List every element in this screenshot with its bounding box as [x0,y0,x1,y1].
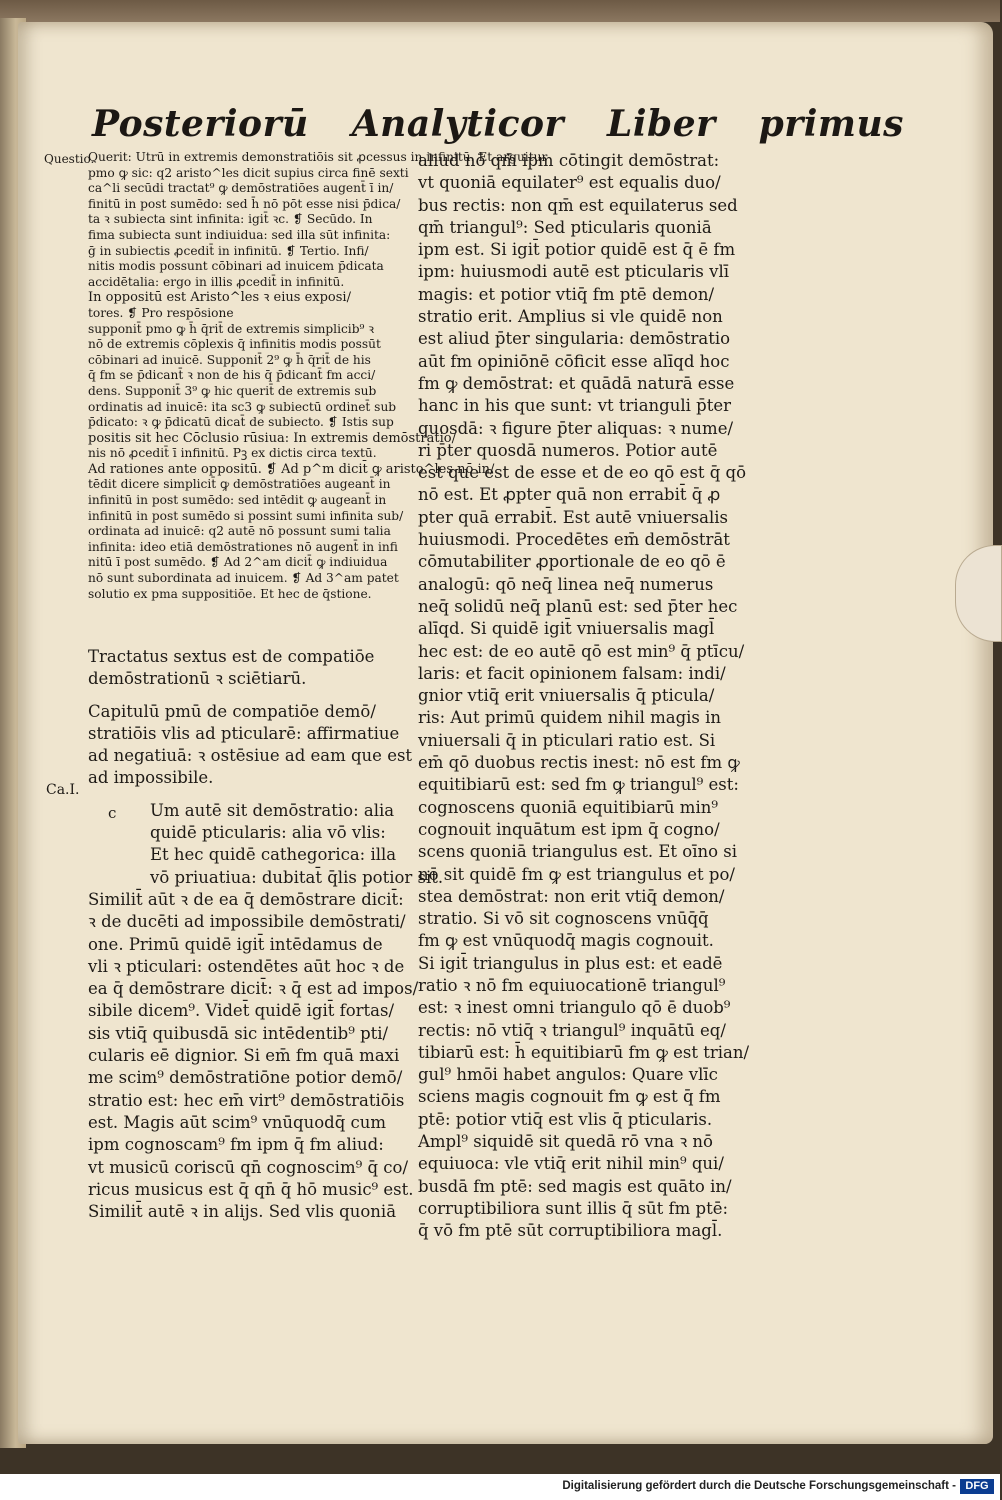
text-line: stea demōstrat: non erit vtiq̄ demon/ [418,886,725,906]
text-line: ad negatiuā: ꝛ ostēsiue ad eam que est [88,746,413,766]
text-line: Ampl⁹ siquidē sit quedā rō vna ꝛ nō [418,1132,713,1152]
text-line: scens quoniā triangulus est. Et oīno si [418,842,738,862]
text-column-right [418,150,750,1243]
text-line: tēdit dicere simplicit̄ ꝙ demōstratiōes augeant̄ in [88,477,391,492]
text-line: q̄ vō fm ptē sūt corruptibiliora magl̄. [418,1221,723,1241]
text-line: huiusmodi. Procedētes em̄ demōstrāt [418,530,730,550]
text-line: bus rectis: non qm̄ est equilaterus sed [418,195,738,215]
text-line: neq̄ solidū neq̄ planū est: sed p̄ter hec [418,596,738,616]
text-line: solutio ex pma suppositiōe. Et hec de q̄stione. [88,586,372,601]
text-column-left [88,646,444,1223]
text-line: infinitū in post sumēdo si possint sumi infinita sub/ [88,508,404,523]
text-line: busdā fm ptē: sed magis est quāto in/ [418,1176,732,1196]
text-line: Tractatus sextus est de compatiōe [88,647,375,666]
text-line: nis nō ꝓcedit̄ ī infinitū. Pꝫ ex dictis circa textū. [88,446,377,461]
text-line: aūt fm opiniōnē cōficit esse alīqd hoc [418,351,730,371]
text-line: cōbinari ad inuicē. Supponit̄ 2⁹ ꝙ h̄ q̄rit̄ de his [88,352,371,367]
text-line: quidē pticularis: alia vō vlis: [150,823,386,843]
text-line: hec est: de eo autē qō est min⁹ q̄ ptīcu/ [418,641,745,661]
text-line: cōmutabiliter ꝓportionale de eo qō ē [418,552,726,572]
text-line: aliud nō qm̄ ipm cōtingit demōstrat: [418,151,720,170]
footer-bar [0,1474,1000,1500]
text-line: In oppositū est Aristo^les ꝛ eius exposi/ [88,290,351,306]
text-line: hanc in his que sunt: vt trianguli p̄ter [418,396,731,416]
text-line: dens. Supponit̄ 3⁹ ꝙ hic querit̄ de extremis sub [88,383,377,398]
text-line: laris: et facit opinionem falsam: indi/ [418,663,726,683]
text-line: Capitulū pmū de compatiōe demō/ [88,701,376,721]
text-line: Um autē sit demōstratio: alia [150,800,395,820]
text-line: fm ꝙ est vnūquodq̄ magis cognouit. [418,931,714,951]
running-title: Posteriorū Analyticor [92,103,564,145]
text-line: demōstrationū ꝛ sciētiarū. [88,669,307,689]
text-line: fima subiecta sunt indiuidua: sed illa sūt infinita: [88,227,391,242]
text-line: equitibiarū est: sed fm ꝙ triangul⁹ est: [418,775,739,795]
text-line: nitis modis possunt cōbinari ad inuicem p̄dicata [88,259,384,274]
text-line: Ad rationes ante oppositū. ❡ Ad p^m dicit̄ ꝙ aristo^les nō in/ [88,461,495,477]
text-line: ricus musicus est q̄ qn̄ q̄ hō music⁹ est. [88,1179,414,1199]
text-line: supponit̄ pmo ꝙ h̄ q̄rit̄ de extremis simplicib⁹ ꝛ [88,321,375,336]
text-line: vō priuatiua: dubitat̄ q̄lis potior sit. [150,867,444,887]
text-line: qm̄ triangul⁹: Sed pticularis quoniā [418,217,712,237]
text-line: gnior vtiq̄ erit vniuersalis q̄ pticula/ [418,686,715,706]
text-line: Querit: Utrū in extremis demonstratiōis sit ꝓcessus in infinitū. Et arguitur [88,150,548,164]
text-line: ea q̄ demōstrare dicit̄: ꝛ q̄ est ad impos/ [88,979,419,999]
text-line: pmo ꝙ sic: q2 aristo^les dicit supius circa finē sexti [88,165,409,180]
text-line: stratio erit. Amplius si vle quidē non [418,307,723,327]
text-line: infinita: ideo etiā demōstrationes nō augent̄ in infi [88,539,398,554]
text-line: est: ꝛ inest omni triangulo qō ē duob⁹ [418,998,731,1018]
text-line: ordinatis ad inuicē: ita sc3 ꝙ subiectū ordinet̄ sub [88,399,397,414]
text-line: stratiōis vlis ad pticularē: affirmatiue [88,723,400,743]
text-line: Similit̄ autē ꝛ in alijs. Sed vlis quoniā [88,1202,397,1222]
text-line: finitū in post sumēdo: sed h̄ nō pōt esse nisi p̄dica/ [88,196,401,211]
text-line: ri p̄ter quosdā numeros. Potior autē [418,440,718,460]
text-line: Et hec quidē cathegorica: illa [150,845,397,865]
text-line: est que est de esse et de eo qō est q̄ qō [418,463,747,483]
running-header [92,103,904,145]
text-line: nitū ī post sumēdo. ❡ Ad 2^am dicit̄ ꝙ indiuidua [88,555,388,570]
text-line: infinitū in post sumēdo: sed intēdit ꝙ augeant̄ in [88,493,387,508]
text-line: ipm cognoscam⁹ fm ipm q̄ fm aliud: [88,1135,384,1155]
text-line: ca^li secūdi tractat⁹ ꝙ demōstratiōes augent̄ ī in/ [88,181,394,196]
text-line: est. Magis aūt scim⁹ vnūquodq̄ cum [88,1112,387,1132]
text-line: ipm est. Si igit̄ potior quidē est q̄ ē fm [418,240,736,260]
text-line: one. Primū quidē igit̄ intēdamus de [88,934,383,954]
text-line: gul⁹ hmōi habet angulos: Quare vlīc [418,1065,718,1085]
text-line: rectis: nō vtiq̄ ꝛ triangul⁹ inquātū eq/ [418,1020,726,1040]
initial-guide-letter: c [108,804,117,822]
text-line: quosdā: ꝛ figure p̄ter aliquas: ꝛ nume/ [418,418,734,438]
text-line: analogū: qō neq̄ linea neq̄ numerus [418,574,714,594]
text-line: est aliud p̄ter singularia: demōstratio [418,329,731,349]
text-line: equiuoca: vle vtiq̄ erit nihil min⁹ qui/ [418,1154,724,1174]
footer-credit: Digitalisierung gefördert durch die Deutsche Forschungsgemeinschaft - [562,1480,956,1492]
text-line: alīqd. Si quidē igit̄ vniuersalis magl̄ [418,619,715,639]
text-line: ꝛ de ducēti ad impossibile demōstrati/ [88,912,406,932]
text-line: sis vtiq̄ quibusdā sic intēdentib⁹ pti/ [88,1023,389,1043]
book-top-edge [0,0,1000,22]
text-line: ptē: potior vtiq̄ est vlis q̄ pticularis. [418,1109,713,1129]
text-line: vniuersali q̄ in pticulari ratio est. Si [418,730,716,750]
text-line: corruptibiliora sunt illis q̄ sūt fm ptē: [418,1198,729,1218]
text-line: Similit̄ aūt ꝛ de ea q̄ demōstrare dicit̄: [88,889,404,909]
text-line: nō sit quidē fm ꝙ est triangulus et po/ [418,864,735,884]
text-line: tibiarū est: h̄ equitibiarū fm ꝙ est trian/ [418,1042,750,1062]
text-line: ḡ in subiectis ꝓcedit̄ in infinitū. ❡ Tertio. Infi/ [88,243,369,258]
text-line: cognoscens quoniā equitibiarū min⁹ [418,797,718,817]
margin-note-questio: Questio. [44,152,95,166]
text-line: accidētalia: ergo in illis ꝓcedit̄ in infinitū. [88,274,345,289]
text-line: cognouit inquātum est ipm q̄ cogno/ [418,819,720,839]
text-line: Si igit̄ triangulus in plus est: et eadē [418,953,723,973]
text-line: sibile dicem⁹. Videt̄ quidē igit̄ fortas/ [88,1001,395,1021]
text-line: magis: et potior vtiq̄ fm ptē demon/ [418,284,715,304]
margin-note-chapter: Ca.I. [46,782,80,798]
text-line: p̄dicato: ꝛ ꝙ p̄dicatū dicat̄ de subiecto. ❡ Istis sup [88,415,394,430]
text-line: ipm: huiusmodi autē est pticularis vlī [418,262,729,282]
text-line: em̄ qō duobus rectis inest: nō est fm ꝙ [418,753,740,773]
text-line: vt quoniā equilater⁹ est equalis duo/ [418,173,721,193]
text-line: ris: Aut primū quidem nihil magis in [418,708,722,728]
text-line: cularis eē dignior. Si em̄ fm quā maxi [88,1046,400,1066]
text-line: sciens magis cognouit fm ꝙ est q̄ fm [418,1087,721,1107]
text-line: me scim⁹ demōstratiōne potior demō/ [88,1068,403,1088]
text-line: nō sunt subordinata ad inuicem. ❡ Ad 3^am patet [88,571,399,586]
text-line: stratio est: hec em̄ virt⁹ demōstratiōis [88,1090,405,1110]
text-line: pter quā errabit̄. Est autē vniuersalis [418,507,729,527]
text-line: ordinata ad inuicē: q2 autē nō possunt sumi talia [88,524,391,539]
book-number: Liber primus [607,103,904,145]
text-line: ratio ꝛ nō fm equiuocationē triangul⁹ [418,975,726,995]
text-line: stratio. Si vō sit cognoscens vnūq̄q̄ [418,909,709,929]
text-line: q̄ fm se p̄dicant̄ ꝛ non de his q̄ p̄dicant̄ fm acci/ [88,368,376,383]
text-line: nō est. Et ꝓpter quā non errabit̄ q̄ ꝓ [418,485,721,505]
text-line: ta ꝛ subiecta sint infinita: igit̄ ꝛc. ❡ Secūdo. In [88,212,373,227]
dfg-logo: DFG [960,1479,994,1494]
text-line: fm ꝙ demōstrat: et quādā naturā esse [418,373,735,393]
text-line: vli ꝛ pticulari: ostendētes aūt hoc ꝛ de [88,956,405,976]
text-line: ad impossibile. [88,768,214,788]
text-line: tores. ❡ Pro respōsione [88,305,234,320]
text-line: vt musicū coriscū qn̄ cognoscim⁹ q̄ co/ [88,1157,409,1177]
text-line: nō de extremis cōplexis q̄ infinitis modis possūt [88,337,381,352]
text-line: positis sit hec Cōclusio rūsiua: In extremis demōstratio/ [88,430,456,446]
commentary-column [88,150,548,602]
